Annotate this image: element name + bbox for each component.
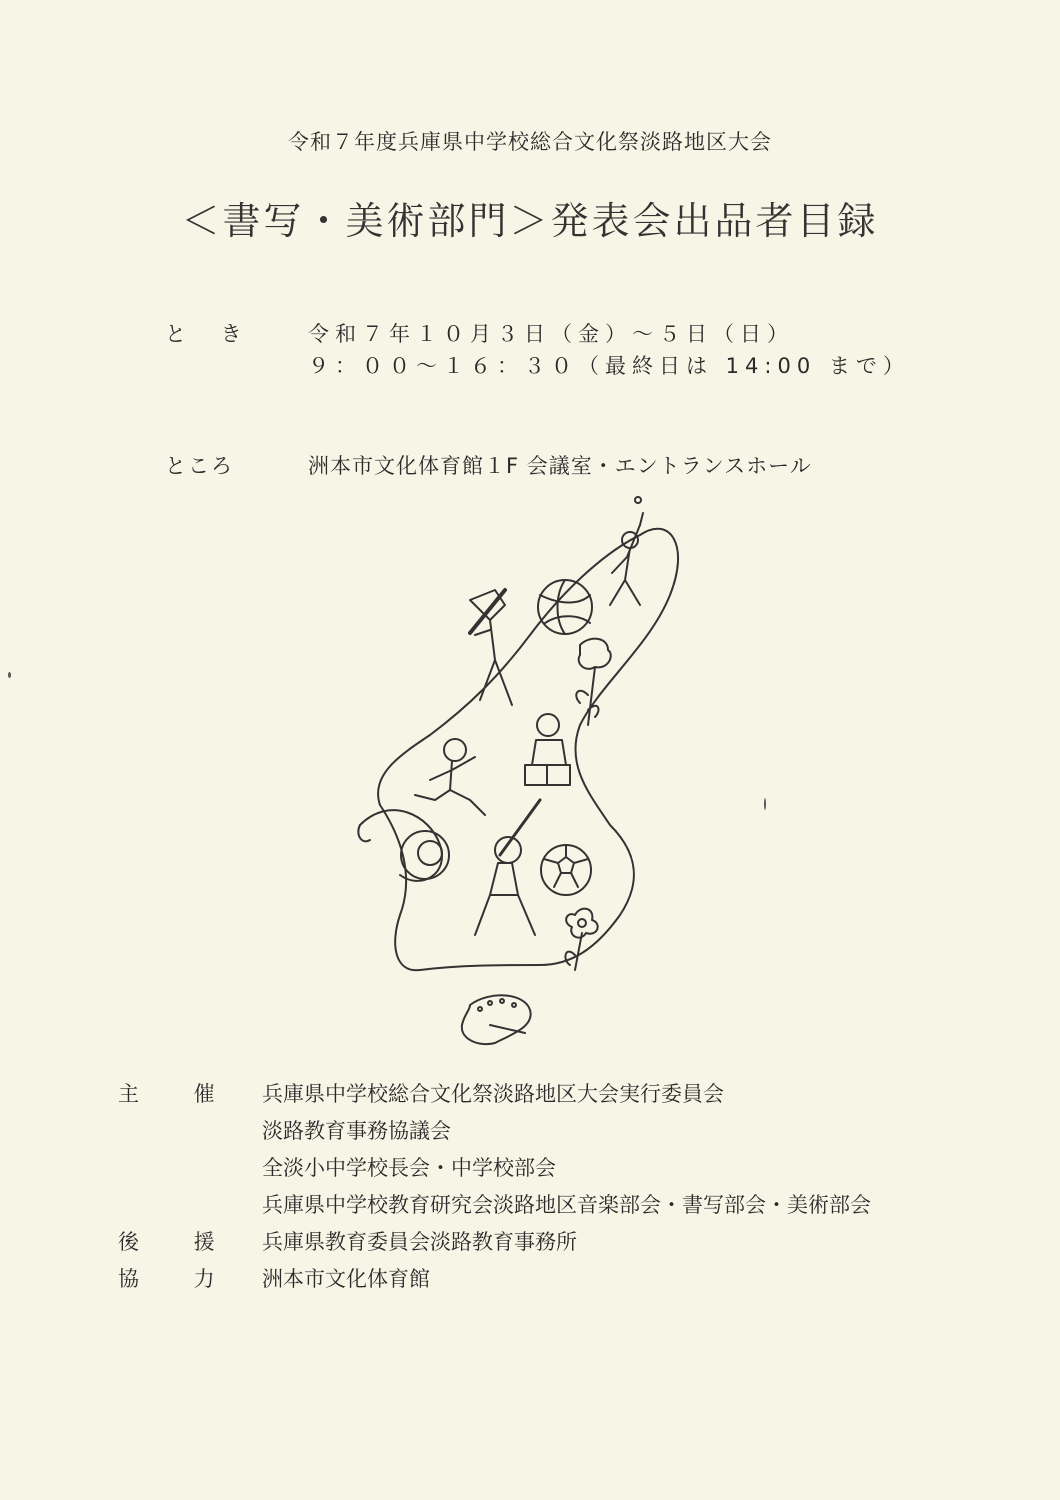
when-date: 令和７年１０月３日（金）～５日（日） [308, 322, 794, 346]
soccer-ball-icon [541, 845, 591, 895]
carnation-flower-icon [576, 639, 610, 725]
host-item: 兵庫県中学校総合文化祭淡路地区大会実行委員会 [262, 1082, 724, 1106]
event-illustration [340, 495, 720, 1055]
kendo-player-icon [475, 800, 540, 935]
where-label: ところ [165, 454, 234, 478]
where-venue: 洲本市文化体育館１F 会議室・エントランスホール [308, 454, 812, 478]
narcissus-flower-icon [565, 909, 597, 970]
support-value: 兵庫県教育委員会淡路教育事務所 [262, 1230, 577, 1254]
coop-value: 洲本市文化体育館 [262, 1267, 430, 1291]
host-item: 兵庫県中学校教育研究会淡路地区音楽部会・書写部会・美術部会 [262, 1193, 871, 1217]
volleyball-icon [538, 580, 592, 634]
when-time: ９：００～１６：３０（最終日は 14:00 まで） [308, 354, 910, 378]
support-label: 後 援 [118, 1230, 239, 1254]
paint-palette-icon [462, 995, 531, 1044]
scan-speck [764, 798, 766, 810]
event-subtitle: 令和７年度兵庫県中学校総合文化祭淡路地区大会 [288, 130, 772, 154]
scan-speck [8, 672, 11, 678]
host-item: 淡路教育事務協議会 [262, 1119, 451, 1143]
host-label: 主 催 [118, 1082, 239, 1106]
page-title: ＜書写・美術部門＞発表会出品者目録 [181, 199, 879, 243]
runner-icon [415, 739, 485, 815]
french-horn-icon [358, 810, 449, 881]
when-label: と き [165, 322, 256, 346]
student-reading-icon [525, 714, 570, 785]
baseball-batter-icon [470, 590, 512, 705]
host-item: 全淡小中学校長会・中学校部会 [262, 1156, 556, 1180]
coop-label: 協 力 [118, 1267, 239, 1291]
